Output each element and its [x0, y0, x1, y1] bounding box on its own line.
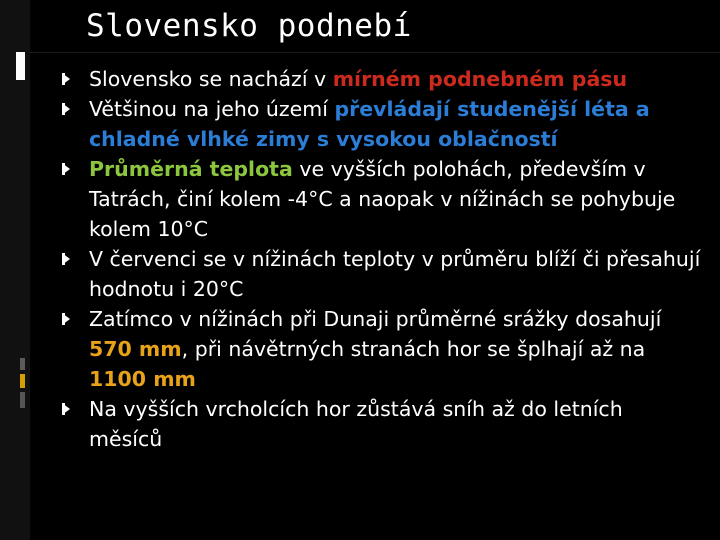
bullet-marker-icon	[62, 313, 70, 325]
decor-block	[16, 52, 25, 80]
bullet-item	[62, 94, 702, 154]
bullet-text: ve vyšších polohách, především v Tatrách, činí kolem -4°C a naopak v nížinách se pohybuje kolem 10°C	[89, 157, 676, 241]
decor-block	[20, 374, 25, 388]
highlighted-text: 1100 mm	[89, 367, 196, 391]
bullet-text: Na vyšších vrcholcích hor zůstává sníh až do letních měsíců	[89, 397, 623, 451]
bullet-text: Zatímco v nížinách při Dunaji průměrné srážky dosahují	[89, 307, 662, 331]
bullet-text: , při návětrných stranách hor se šplhají až na	[181, 337, 646, 361]
bullet-marker-icon	[62, 73, 70, 85]
bullet-text: Slovensko se nachází v	[89, 67, 333, 91]
bullet-text: Většinou na jeho území	[89, 97, 335, 121]
bullet-marker-icon	[62, 403, 70, 415]
bullet-item	[62, 154, 702, 244]
bullet-item	[62, 244, 702, 304]
bullet-text: V červenci se v nížinách teploty v průměru blíží či přesahují hodnotu i 20°C	[89, 247, 701, 301]
highlighted-text: 570 mm	[89, 337, 182, 361]
bullet-item	[62, 394, 702, 454]
slide-title: Slovensko podnebí	[86, 8, 412, 44]
decor-block	[20, 358, 25, 370]
highlighted-text: převládají studenější léta a chladné vlhké zimy s vysokou oblačností	[89, 97, 650, 151]
bullet-marker-icon	[62, 253, 70, 265]
highlighted-text: mírném podnebném pásu	[332, 67, 628, 91]
bullet-list	[62, 64, 702, 454]
bullet-item	[62, 64, 702, 94]
bullet-marker-icon	[62, 103, 70, 115]
left-decor-bar	[0, 0, 30, 540]
bullet-item	[62, 304, 702, 394]
bullet-marker-icon	[62, 163, 70, 175]
decor-block	[20, 392, 25, 408]
title-divider	[30, 52, 720, 53]
highlighted-text: Průměrná teplota	[89, 157, 293, 181]
